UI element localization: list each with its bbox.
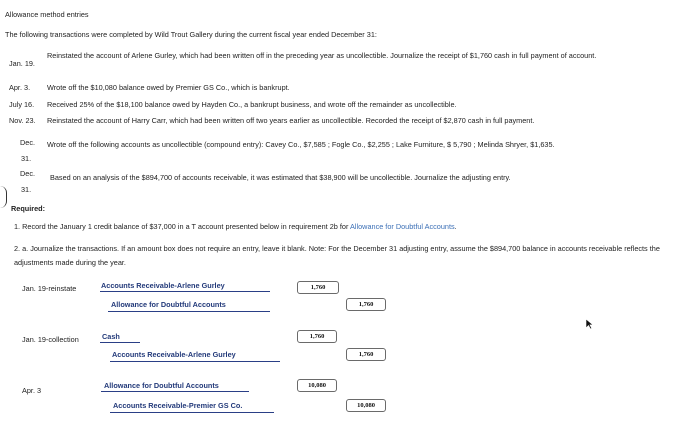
transaction-date: Dec. <box>20 138 36 147</box>
entry-label: Jan. 19-reinstate <box>22 284 77 293</box>
transaction-text: Reinstated the account of Arlene Gurley, which had been written off in the preceding year as uncollectible. Journalize the receipt of $1,760 cash in full payment of account. <box>47 51 597 60</box>
credit-amount-input[interactable]: 10,080 <box>346 399 386 412</box>
transaction-date: July 16. <box>9 100 35 109</box>
transaction-text: Reinstated the account of Harry Carr, which had been written off two years earlier as uncollectible. Recorded the receipt of $2,870 cash in full payment. <box>47 116 535 125</box>
transaction-date: Dec. <box>20 169 36 178</box>
transaction-date: 31. <box>21 154 32 163</box>
credit-account-select[interactable]: Accounts Receivable-Arlene Gurley <box>112 350 236 359</box>
debit-amount-input[interactable]: 1,760 <box>297 330 337 343</box>
credit-amount-input[interactable]: 1,760 <box>346 348 386 361</box>
transaction-text: Based on an analysis of the $894,700 of accounts receivable, it was estimated that $38,900 will be uncollectible. Journalize the adjusting entry. <box>50 173 511 182</box>
requirement-2a: 2. a. Journalize the transactions. If an amount box does not require an entry, leave it blank. Note: For the December 31 adjusting entry, assume the $894,700 balance in accounts receivable reflects the adjustments made during the year. <box>14 244 660 267</box>
page-title: Allowance method entries <box>5 10 89 19</box>
debit-account-select[interactable]: Cash <box>102 332 120 341</box>
allowance-link[interactable]: Allowance for Doubtful Accounts <box>350 222 455 231</box>
requirement-1-end: . <box>454 222 457 231</box>
debit-account-select[interactable]: Allowance for Doubtful Accounts <box>104 381 219 390</box>
entry-label: Apr. 3 <box>22 386 42 395</box>
account-underline <box>100 291 270 292</box>
account-underline <box>101 391 249 392</box>
account-underline <box>110 412 274 413</box>
transaction-text: Wrote off the $10,080 balance owed by Premier GS Co., which is bankrupt. <box>47 83 290 92</box>
credit-account-select[interactable]: Accounts Receivable-Premier GS Co. <box>113 401 243 410</box>
credit-account-select[interactable]: Allowance for Doubtful Accounts <box>111 300 226 309</box>
transaction-date: Apr. 3. <box>9 83 31 92</box>
transaction-date: Nov. 23. <box>9 116 36 125</box>
transaction-date: 31. <box>21 185 32 194</box>
mouse-cursor-icon <box>585 318 594 330</box>
entry-label: Jan. 19-collection <box>22 335 79 344</box>
transaction-text: Received 25% of the $18,100 balance owed by Hayden Co., a bankrupt business, and wrote off the remainder as uncollectible. <box>47 100 457 109</box>
section-bracket <box>0 186 7 208</box>
debit-amount-input[interactable]: 1,760 <box>297 281 339 294</box>
debit-account-select[interactable]: Accounts Receivable-Arlene Gurley <box>101 281 225 290</box>
account-underline <box>110 361 280 362</box>
required-heading: Required: <box>11 204 46 213</box>
credit-amount-input[interactable]: 1,760 <box>346 298 386 311</box>
account-underline <box>100 342 140 343</box>
transaction-date: Jan. 19. <box>9 59 35 68</box>
intro-text: The following transactions were completed by Wild Trout Gallery during the current fiscal year ended December 31: <box>5 30 377 39</box>
transaction-text: Wrote off the following accounts as uncollectible (compound entry): Cavey Co., $7,585 ; Fogle Co., $2,255 ; Lake Furniture, $ 5,790 ; Melinda Shryer, $1,635. <box>47 140 555 149</box>
account-underline <box>108 311 270 312</box>
requirement-1 <box>14 222 457 231</box>
debit-amount-input[interactable]: 10,080 <box>297 379 337 392</box>
requirement-1-text: 1. Record the January 1 credit balance of $37,000 in a T account presented below in requirement 2b for <box>14 222 351 231</box>
